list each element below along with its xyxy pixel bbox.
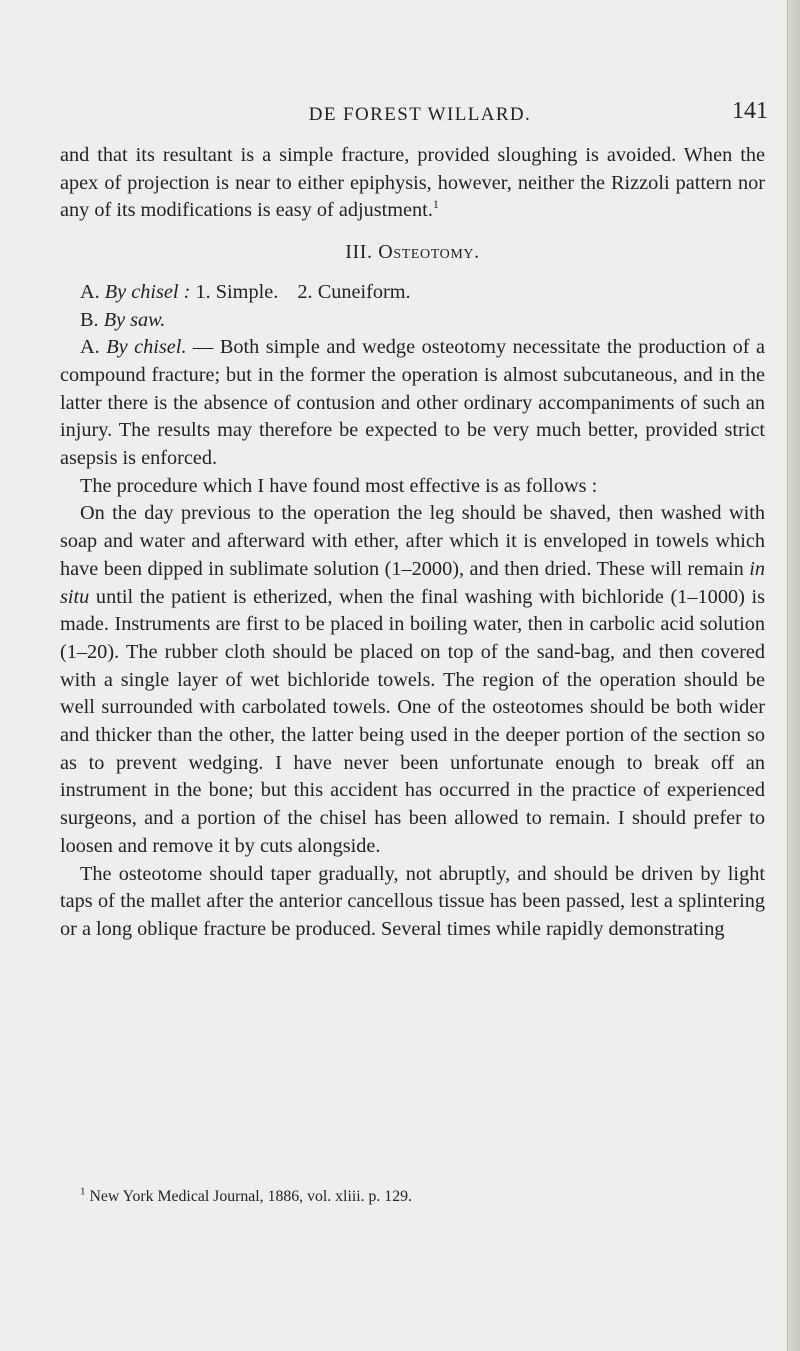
outline-a-heading: By chisel : [104,280,191,303]
outline-b-letter: B. [80,308,99,331]
section-numeral: III. [345,241,373,264]
outline-b-heading: By saw. [103,308,166,331]
osteotome-paragraph: The osteotome should taper gradually, not abruptly, and should be driven by light taps of the mallet after the anterior cancellous tissue has been passed, lest a splintering or a long oblique fracture be produced. Several times while rapidly demonstrating [60,862,765,940]
prep-italic: in situ [60,557,765,608]
outline-item-b [60,307,765,335]
procedure-paragraph: The procedure which I have found most effective is as follows : [80,474,598,497]
chisel-text: — Both simple and wedge osteotomy necessitate the production of a compound fracture; but in the former the operation is almost subcutaneous, and in the latter there is the absence of contusion and other ordinary accompaniments of such an injury. The results may therefore be expected to be very much better, provided strict asepsis is enforced. [60,336,765,470]
footnote-mark: 1 [80,1185,86,1198]
page-edge [787,0,800,1351]
section-title: Osteotomy. [378,241,480,264]
page-number: 141 [732,98,768,124]
intro-text: and that its resultant is a simple fracture, provided sloughing is avoided. When the apex of projection is near to either epiphysis, however, neither the Rizzoli pattern nor any of its modifications is easy of adjustment. [60,144,765,222]
outline-item-a [60,279,765,307]
chisel-letter: A. [80,336,100,359]
preparation-paragraph [60,500,765,860]
chisel-heading: By chisel. [106,336,187,359]
outline-a-letter: A. [80,280,100,303]
page-header [70,98,770,130]
prep-text-before: On the day previous to the operation the leg should be shaved, then washed with soap and water and afterward with ether, after which it is enveloped in towels which have been dipped in sublimate solution (1–2000), and then dried. These will remain [60,502,765,580]
outline-a-item2-text: Cuneiform. [317,280,411,303]
section-heading [60,239,765,267]
intro-paragraph [60,142,765,225]
body-text [60,142,765,944]
footnote [80,1187,760,1207]
running-head: DE FOREST WILLARD. [308,104,532,125]
footnote-reference: 1 [432,197,439,212]
chisel-paragraph [60,334,765,473]
prep-text-after: until the patient is etherized, when the final washing with bichloride (1–1000) is made. Instruments are first to be placed in boiling water, then in carbolic acid solution (1–20). The rubber cloth should be placed on top of the sand-bag, and then covered with a single layer of wet bichloride towels. The region of the operation should be well surrounded with carbolated towels. One of the osteotomes should be both wider and thicker than the other, the latter being used in the deeper portion of the section so as to prevent wedging. I have never been unfortunate enough to break off an instrument in the bone; but this accident has occurred in the practice of experienced surgeons, and a portion of the chisel has been allowed to remain. I should prefer to loosen and remove it by cuts alongside. [60,585,765,857]
outline-a-item2-num: 2. [297,280,313,303]
outline-a-item1-num: 1. [195,280,211,303]
footnote-text: New York Medical Journal, 1886, vol. xliii. p. 129. [89,1188,412,1205]
outline-a-item1-text: Simple. [215,280,279,303]
